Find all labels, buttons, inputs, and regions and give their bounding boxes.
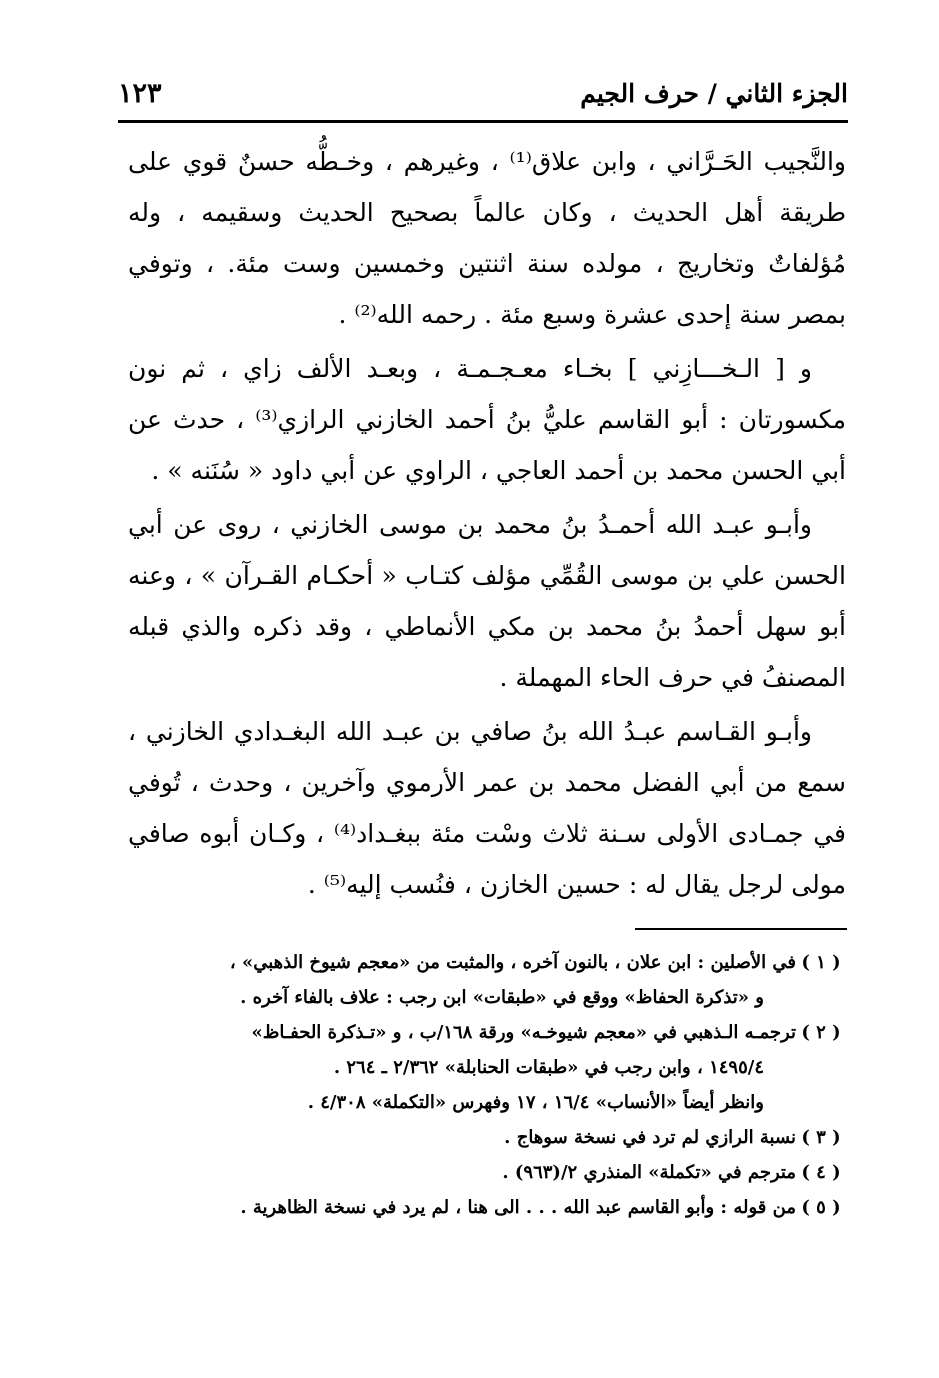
footnote-line: من قوله : وأبو القاسم عبد الله . . . الى هنا ، لم يرد في نسخة الظاهرية . — [240, 1197, 796, 1218]
paragraph: وأبـو القـاسم عبـدُ الله بنُ صافي بن عبـد الله البغـدادي الخازني ، سمع من أبي الفضل محمد بن عمر الأرموي وآخرين ، وحدث ، تُوفي في جمـادى الأولى سـنة ثلاث وسْت مئة ببغـداد⁽⁴⁾ ، وكـان أبوه صافي مولى لرجل يقال له : حسين الخازن ، فنُسب إليه⁽⁵⁾ . — [128, 717, 846, 899]
page-number: ١٢٣ — [118, 77, 162, 109]
footnote-line: ترجمـه الـذهبي في «معجم شيوخـه» ورقة ١٦٨/ب ، و «تـذكرة الحفـاظ» — [251, 1022, 796, 1043]
footnote-number: ( ٥ ) — [801, 1197, 841, 1218]
footnote-line: وانظر أيضاً «الأنساب» ١٦/٤ ، ١٧ وفهرس «التكملة» ٤/٣٠٨ . — [307, 1092, 764, 1113]
footnote-line: في الأصلين : ابن علان ، بالنون آخره ، والمثبت من «معجم شيوخ الذهبي» ، — [229, 952, 796, 973]
footnote — [128, 1015, 846, 1120]
footnote — [128, 1155, 846, 1190]
footnote-line: ١٤٩٥/٤ ، وابن رجب في «طبقات الحنابلة» ٢/٣٦٢ ـ ٢٦٤ . — [333, 1057, 764, 1078]
footnote-line: نسبة الرازي لم ترد في نسخة سوهاج . — [504, 1127, 796, 1148]
paragraph: وأبـو عبـد الله أحمـدُ بنُ محمد بن موسى الخازني ، روى عن أبي الحسن علي بن موسى القُمِّي مؤلف كتـاب « أحكـام القـرآن » ، وعنه أبو سهل أحمدُ بنُ محمد بن مكي الأنماطي ، وقد ذكره والذي قبله المصنفُ في حرف الحاء المهملة . — [128, 510, 846, 692]
footnote — [128, 1120, 846, 1155]
running-header — [118, 70, 848, 116]
footnote-line: مترجم في «تكملة» المنذري ٢/(٩٦٣) . — [502, 1162, 796, 1183]
footnote-number: ( ٢ ) — [801, 1022, 841, 1043]
main-text — [128, 136, 846, 913]
footnote-number: ( ٣ ) — [801, 1127, 841, 1148]
footnote — [128, 945, 846, 1015]
footnote-number: ( ١ ) — [801, 952, 841, 973]
footnotes — [128, 945, 846, 1225]
footnote — [128, 1190, 846, 1225]
header-title: الجزء الثاني / حرف الجيم — [580, 78, 848, 108]
paragraph: و [ الـخـــازِني ] بخـاء معـجـمـة ، وبعـد الألف زاي ، ثم نون مكسورتان : أبو القاسم عليُّ بنُ أحمد الخازني الرازي⁽³⁾ ، حدث عن أبي الحسن محمد بن أحمد العاجي ، الراوي عن أبي داود « سُنَنه » . — [128, 354, 847, 485]
header-rule — [118, 120, 848, 123]
footnote-rule — [635, 928, 847, 930]
paragraph: والنَّجيب الحَـرَّاني ، وابن علاق⁽¹⁾ ، وغيرهم ، وخـطُّه حسنٌ قوي على طريقة أهل الحديث ، وكان عالماً بصحيح الحديث وسقيمه ، وله مُؤلفاتٌ وتخاريج ، مولده سنة اثنتين وخمسين وست مئة. ، وتوفي بمصر سنة إحدى عشرة وسبع مئة . رحمه الله⁽²⁾ . — [128, 147, 846, 329]
footnote-line: و «تذكرة الحفاظ» ووقع في «طبقات» ابن رجب : علاف بالفاء آخره . — [240, 987, 764, 1008]
footnote-number: ( ٤ ) — [801, 1162, 841, 1183]
